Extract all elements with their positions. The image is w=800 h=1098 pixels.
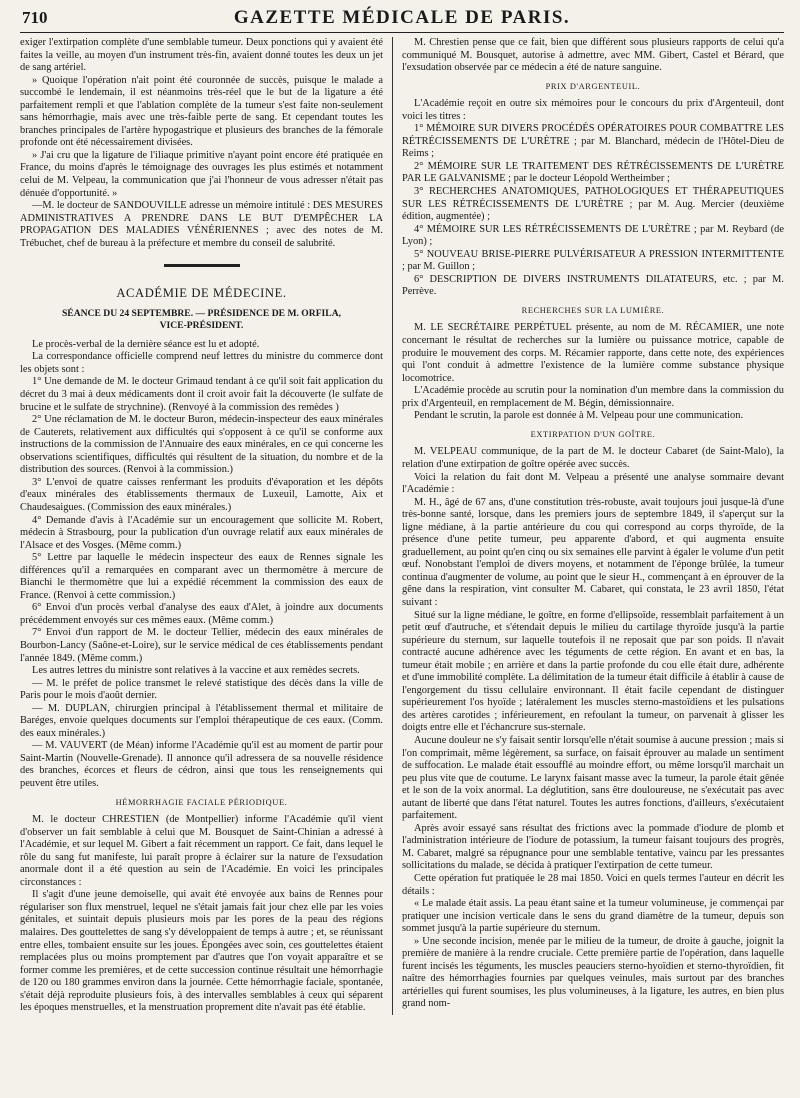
paragraph: Il s'agit d'une jeune demoiselle, qui avait été envoyée aux bains de Rennes pour régulariser son flux menstruel, lequel ne s'était jamais fait jour chez elle par les voies génitales, et suintait depuis plusieurs mois par les pores de la peau des régions malaires. Des gouttelettes de sang s'y développaient de temps à autre ; et, se réunissant entre elles, tombaient ensuite sur les joues. Épongées avec soin, ces gouttelettes étaient remplacées plus ou moins promptement par d'autres que l'on voyait apparaître et se former comme les premières, et de cette succession continue résultait une hémorrhagie de 120 ou 180 grammes environ dans la journée. Cette hémorrhagie faciale, spontanée, s'était déjà reproduite plusieurs fois, à des intervalles semblables à ceux qui séparent les époques menstruelles, et la menstruation proprement dite n'avait pas été établie. (20, 889, 383, 1014)
paragraph: M. Chrestien pense que ce fait, bien que différent sous plusieurs rapports de celui qu'a communiqué M. Bousquet, autorise à admettre, avec MM. Gibert, Castel et Bérard, que l'exsudation observée par ce médecin a été de nature sanguine. (402, 37, 784, 74)
paragraph: Cette opération fut pratiquée le 28 mai 1850. Voici en quels termes l'auteur en décrit les détails : (402, 873, 784, 897)
paragraph: — M. VAUVERT (de Méan) informe l'Académie qu'il est au moment de partir pour Saint-Martin (Nouvelle-Grenade). Il annonce qu'il adressera de sa nouvelle résidence des branches, écorces et fleurs de cédron, ainsi que tous les renseignements qui peuvent être utiles. (20, 740, 383, 789)
paragraph: 1° MÉMOIRE SUR DIVERS PROCÉDÉS OPÉRATOIRES POUR COMBATTRE LES RÉTRÉCISSEMENTS DE L'URÈTRE ; par M. Blanchard, médecin de l'Hôtel-Dieu de Reims ; (402, 123, 784, 160)
paragraph: M. LE SECRÉTAIRE PERPÉTUEL présente, au nom de M. RÉCAMIER, une note concernant le résultat de recherches sur la lumière ou puissance motrice, capable de produire le mouvement des corps. M. Récamier rapporte, dans cette note, des expériences qui l'ont conduit à admettre l'existence de la lumière comme substance physique locomotrice. (402, 322, 784, 384)
paragraph: M. H., âgé de 67 ans, d'une constitution très-robuste, avait toujours joui jusque-là d'une très-bonne santé, lorsque, dans les premiers jours de septembre 1849, il s'aperçut sur la ligne médiane, à la partie antérieure du cou qui correspond au corps thyroïde, de la présence d'une petite tumeur, peu apparente d'abord, et qui augmenta ensuite graduellement, au point qu'en cinq ou six semaines elle parvint à égaler le volume d'un petit œuf. Nonobstant l'emploi de divers moyens, et notamment de l'éponge brûlée, la tumeur continua d'augmenter de volume, au point que le sieur H., commençant à en éprouver de la gêne dans la respiration, vint consulter M. Cabaret, qui constata, le 23 avril 1850, l'état suivant : (402, 496, 784, 608)
paragraph: 3° RECHERCHES ANATOMIQUES, PATHOLOGIQUES ET THÉRAPEUTIQUES SUR LES RÉTRÉCISSEMENTS DE L'URÈTRE ; par M. Aug. Mercier (deuxième édition, augmentée) ; (402, 186, 784, 223)
paragraph: 4° Demande d'avis à l'Académie sur un encouragement que sollicite M. Robert, médecin à Strasbourg, pour la publication d'un ouvrage relatif aux eaux minérales de l'Alsace et des Vosges. (Même comm.) (20, 514, 383, 551)
paragraph: 7° Envoi d'un rapport de M. le docteur Tellier, médecin des eaux minérales de Bourbon-Lancy (Saône-et-Loire), sur le service médical de ces établissements pendant l'année 1849. (Même comm.) (20, 627, 383, 664)
paragraph: 6° DESCRIPTION DE DIVERS INSTRUMENTS DILATATEURS, etc. ; par M. Perrève. (402, 273, 784, 298)
paragraph: L'Académie procède au scrutin pour la nomination d'un membre dans la commission du prix d'Argenteuil, en remplacement de M. Bégin, démissionnaire. (402, 385, 784, 409)
journal-title: GAZETTE MÉDICALE DE PARIS. (233, 7, 571, 28)
subsection-heading: PRIX D'ARGENTEUIL. (545, 81, 641, 91)
running-header (20, 6, 784, 33)
paragraph: —M. le docteur de SANDOUVILLE adresse un mémoire intitulé : DES MESURES ADMINISTRATIVES A PRENDRE DANS LE BUT D'EMPÊCHER LA PROPAGATION DES MALADIES VÉNÉRIENNES ; avec des notes de M. Trébuchet, chef de bureau à la préfecture et membre du conseil de salubrité. (20, 200, 383, 249)
session-heading (20, 308, 383, 332)
session-line: SÉANCE DU 24 SEPTEMBRE. — PRÉSIDENCE DE M. ORFILA, (61, 307, 342, 319)
paragraph: 2° Une réclamation de M. le docteur Buron, médecin-inspecteur des eaux minérales de Cauterets, relativement aux difficultés qui s'opposent à ce qu'il se conforme aux instructions de la commission de l'Annuaire des eaux minérales, en ce qui concerne les observations scientifiques, difficultés qui résultent de la situation, du nombre et de la distribution des sources. (Renvoi à la commission.) (20, 414, 383, 476)
paragraph: Pendant le scrutin, la parole est donnée à M. Velpeau pour une communication. (414, 410, 744, 422)
paragraph: 5° NOUVEAU BRISE-PIERRE PULVÉRISATEUR A PRESSION INTERMITTENTE ; par M. Guillon ; (402, 248, 784, 273)
paragraph: Situé sur la ligne médiane, le goître, en forme d'ellipsoïde, ressemblait parfaitement à un petit œuf d'autruche, et s'étendait depuis le milieu du cartilage thyroïde jusqu'à la partie supérieure du sternum, sur laquelle toutefois il ne reposait que par son poids. Il n'avait contracté aucune adhérence avec les téguments de cette région. En avant et en bas, la tumeur était mobile ; en arrière et dans la partie profonde du cou elle était dure, adhérente et d'une immobilité complète. La délimitation de la tumeur était difficile à établir à cause de l'engorgement du tissu cellulaire environnant. Il était facile cependant de distinguer supérieurement l'os hyoïde ; latéralement les muscles sterno-mastoïdiens et les pulsations des artères carotides ; inférieurement, en refoulant la tumeur, on parvenait à glisser les doigts entre elle et l'échancrure sus-sternale. (402, 609, 784, 734)
subsection-heading: HÉMORRHAGIE FACIALE PÉRIODIQUE. (115, 797, 288, 807)
paragraph: La correspondance officielle comprend neuf lettres du ministre du commerce dont les objets sont : (20, 351, 383, 375)
paragraph: M. VELPEAU communique, de la part de M. le docteur Cabaret (de Saint-Malo), la relation d'une extirpation de goître opérée avec succès. (402, 446, 784, 470)
paragraph: M. le docteur CHRESTIEN (de Montpellier) informe l'Académie qu'il vient d'observer un fait semblable à celui que M. Bousquet de Saint-Chinian a adressé à l'Académie, et sur lequel M. Gibert a fait récemment un rapport. Ce fait, dans lequel le rôle du sang fut manifeste, lui paraît propre à éclairer sur la nature de l'exsudation anormale dont il a été question au sein de l'Académie. En voici les principales circonstances : (20, 814, 383, 888)
paragraph: 3° L'envoi de quatre caisses renfermant les produits d'évaporation et les dépôts d'eaux minérales des établissements thermaux de Luxeuil, Lamotte, Aix et Chaudesaigues. (Commission des eaux minérales.) (20, 476, 383, 513)
paragraph: 1° Une demande de M. le docteur Grimaud tendant à ce qu'il soit fait application du décret du 3 mai à deux médicaments dont il croit avoir fait la découverte (le sulfate de brucine et le sulfate de strychnine). (Renvoyé à la commission des remèdes ) (20, 376, 383, 413)
paragraph: « Le malade était assis. La peau étant saine et la tumeur volumineuse, je commençai par pratiquer une incision verticale dans le sens du grand diamètre de la tumeur, depuis son sommet jusqu'à la partie supérieure du sternum. (402, 898, 784, 935)
subsection-heading: RECHERCHES SUR LA LUMIÈRE. (521, 305, 665, 315)
paragraph: Aucune douleur ne s'y faisait sentir lorsqu'elle n'était soumise à aucune pression ; mais si l'on comprimait, même légèrement, sa surface, on faisait éprouver au malade un sentiment de suffocation. Le malade était essoufflé au moindre effort, ou même lorsqu'il marchait un peu plus vite que de coutume. Le larynx faisant masse avec la tumeur, la parole était gênée et le son de la voix anormal. La déglutition, sans être douloureuse, ne s'exécutait pas avec autant de liberté que dans l'état naturel. Toutes les autres fonctions, d'ailleurs, s'exécutaient parfaitement. (402, 734, 784, 822)
paragraph: » Une seconde incision, menée par le milieu de la tumeur, de droite à gauche, joignit la première de manière à la rendre cruciale. Cette première partie de l'opération, dans laquelle furent incisés les téguments, les muscles peauciers sterno-hyoïdien et sterno-thyroïdien, fit naître des hémorrhagies fournies par quelques veinules, mais surtout par des branches artérielles qui furent soumises, les plus volumineuses, à la ligature, les autres, en bien plus grand nom- (402, 935, 784, 1010)
page-number: 710 (22, 8, 48, 27)
paragraph: — M. DUPLAN, chirurgien principal à l'établissement thermal et militaire de Baréges, envoie quelques documents sur l'emploi thérapeutique de ces eaux. (Comm. des eaux minérales.) (20, 702, 383, 739)
section-divider (164, 264, 240, 267)
paragraph: Les autres lettres du ministre sont relatives à la vaccine et aux remèdes secrets. (32, 665, 360, 677)
paragraph: 6° Envoi d'un procès verbal d'analyse des eaux d'Alet, à joindre aux documents précédemment envoyés sur ces mêmes eaux. (Même comm.) (20, 602, 383, 626)
paragraph: L'Académie reçoit en outre six mémoires pour le concours du prix d'Argenteuil, dont voici les titres : (402, 98, 784, 122)
subsection-heading: EXTIRPATION D'UN GOÎTRE. (530, 429, 656, 439)
section-title: ACADÉMIE DE MÉDECINE. (116, 286, 287, 301)
paragraph: exiger l'extirpation complète d'une semblable tumeur. Deux ponctions qui y avaient été faites la veille, au moyen d'un instrument très-fin, avaient donné toutes les deux un jet de sang artériel. (20, 37, 383, 74)
session-line: VICE-PRÉSIDENT. (159, 319, 244, 331)
paragraph: 2° MÉMOIRE SUR LE TRAITEMENT DES RÉTRÉCISSEMENTS DE L'URÈTRE PAR LE GALVANISME ; par le docteur Léopold Wertheimber ; (402, 160, 784, 185)
text-columns (20, 37, 784, 1015)
paragraph: 5° Lettre par laquelle le médecin inspecteur des eaux de Rennes signale les différences qu'il a remarquées en comparant avec un thermomètre à mercure de Bianchi le thermomètre que lui a expédié récemment la commission des eaux de France. (Renvoi à cette commission.) (20, 552, 383, 601)
right-column (392, 37, 784, 1015)
paragraph: » Quoique l'opération n'ait point été couronnée de succès, puisque le malade a succombé le lendemain, il est néanmoins très-réel que le but de la ligature a été parfaitement rempli et que l'ablation complète de la tumeur s'est faite non-seulement sans hémorrhagie, mais avec une très-faible perte de sang. Et cependant toutes les branches principales de l'artère hypogastrique et plusieurs des branches de la fémorale profonde ont été nécessairement divisées. (20, 74, 383, 149)
paragraph: » J'ai cru que la ligature de l'iliaque primitive n'ayant point encore été pratiquée en France, du moins d'après le témoignage des ouvrages les plus estimés et notamment celui de M. Velpeau, la communication que j'ai l'honneur de vous adresser n'était pas dénuée d'opportunité. » (20, 149, 383, 199)
paragraph: — M. le préfet de police transmet le relevé statistique des décès dans la ville de Paris pour le mois d'août dernier. (20, 677, 383, 702)
left-column (20, 37, 392, 1015)
paragraph: Le procès-verbal de la dernière séance est lu et adopté. (32, 338, 260, 350)
paragraph: Après avoir essayé sans résultat des frictions avec la pommade d'iodure de plomb et l'administration intérieure de l'iodure de potassium, la tumeur faisant toujours des progrès, M. Cabaret, malgré sa répugnance pour une semblable tentative, vaincu par les pressantes sollicitations du malade, se décida à pratiquer l'extirpation de cette tumeur. (402, 822, 784, 872)
paragraph: Voici la relation du fait dont M. Velpeau a présenté une analyse sommaire devant l'Académie : (402, 471, 784, 496)
paragraph: 4° MÉMOIRE SUR LES RÉTRÉCISSEMENTS DE L'URÈTRE ; par M. Reybard (de Lyon) ; (402, 223, 784, 248)
